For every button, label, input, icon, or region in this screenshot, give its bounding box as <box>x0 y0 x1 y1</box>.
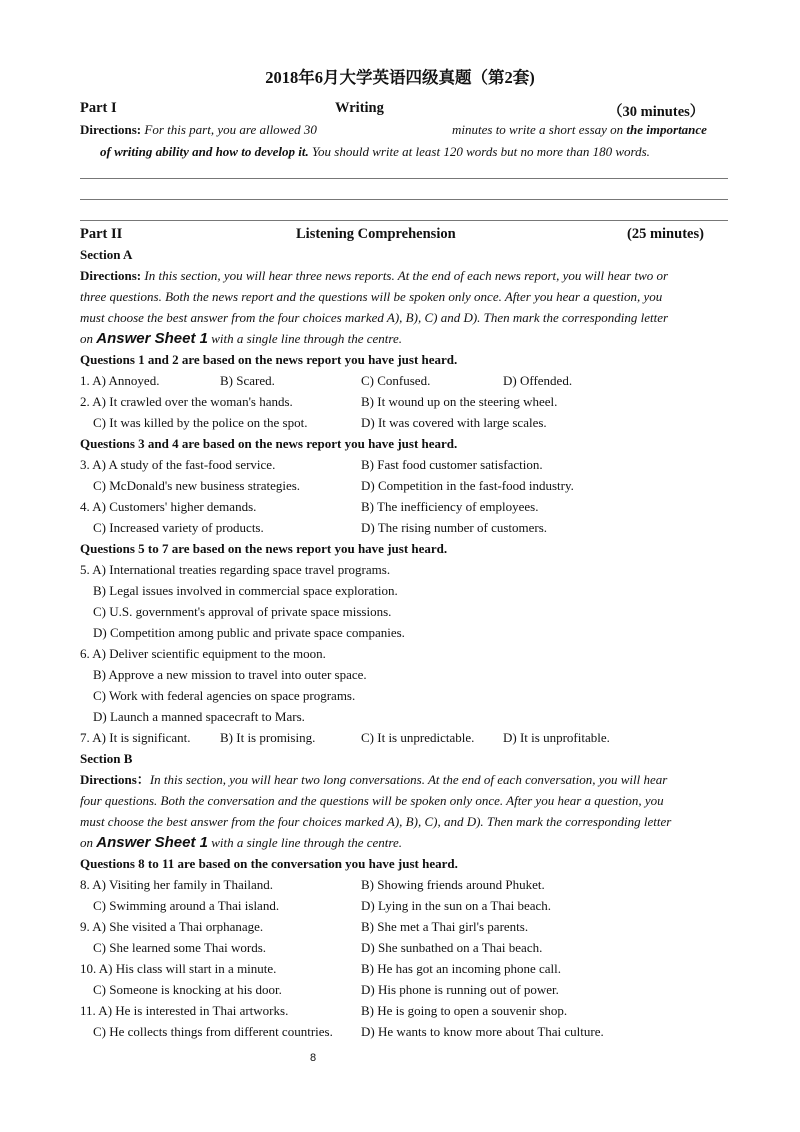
part2-label: Part II <box>80 226 123 242</box>
option-b: B) It wound up on the steering wheel. <box>361 394 558 409</box>
question-6-d: D) Launch a manned spacecraft to Mars. <box>93 709 305 724</box>
section-b-label: Section B <box>80 751 133 766</box>
question-group-heading: Questions 1 and 2 are based on the news report you have just heard. <box>80 352 458 367</box>
page-number: 8 <box>309 1052 317 1064</box>
part1-time: （30 minutes） <box>608 104 705 120</box>
part2-name: Listening Comprehension <box>296 226 456 242</box>
option-a: 7. A) It is significant. <box>80 730 191 745</box>
question-5-a: 5. A) International treaties regarding space travel programs. <box>80 562 391 577</box>
option-c: C) Someone is knocking at his door. <box>93 982 282 997</box>
part1-label: Part I <box>80 100 117 116</box>
option-c: C) It is unpredictable. <box>361 730 475 745</box>
directions-text: with a single line through the centre. <box>211 835 402 850</box>
option-b: B) Showing friends around Phuket. <box>361 877 545 892</box>
directions-text: on <box>80 835 93 850</box>
directions-text: on <box>80 331 93 346</box>
directions-label: Directions: <box>80 268 142 283</box>
option-c: C) He collects things from different countries. <box>93 1024 333 1039</box>
writing-line-1 <box>80 178 728 179</box>
section-a-directions-1 <box>80 265 730 286</box>
option-d: D) It was covered with large scales. <box>361 415 547 430</box>
question-6-c: C) Work with federal agencies on space programs. <box>93 688 356 703</box>
directions-topic-a: the importance <box>626 122 707 137</box>
answer-sheet-label: Answer Sheet 1 <box>96 834 208 851</box>
option-d: D) Lying in the sun on a Thai beach. <box>361 898 552 913</box>
section-a-directions-2: three questions. Both the news report and the questions will be spoken only once. After you hear a question, you <box>80 289 663 304</box>
directions-text: In this section, you will hear three news reports. At the end of each news report, you will hear two or <box>144 268 669 283</box>
option-a: 3. A) A study of the fast-food service. <box>80 457 276 472</box>
question-6-b: B) Approve a new mission to travel into outer space. <box>93 667 367 682</box>
page-title: 2018年6月大学英语四级真题（第2套) <box>265 68 535 87</box>
section-a-directions-4 <box>80 328 730 349</box>
option-b: B) He has got an incoming phone call. <box>361 961 562 976</box>
writing-line-3 <box>80 220 728 221</box>
option-c: C) McDonald's new business strategies. <box>93 478 301 493</box>
option-c: C) Swimming around a Thai island. <box>93 898 280 913</box>
directions-label: Directions： <box>80 772 150 787</box>
option-d: D) The rising number of customers. <box>361 520 548 535</box>
option-a: 4. A) Customers' higher demands. <box>80 499 257 514</box>
question-5-d: D) Competition among public and private space companies. <box>93 625 405 640</box>
part1-name: Writing <box>335 100 384 116</box>
section-a-directions-3: must choose the best answer from the four choices marked A), B), C) and D). Then mark the corresponding letter <box>80 310 669 325</box>
part2-time: (25 minutes) <box>627 226 704 242</box>
option-d: D) His phone is running out of power. <box>361 982 559 997</box>
option-d: D) Offended. <box>503 373 573 388</box>
option-a: 9. A) She visited a Thai orphanage. <box>80 919 264 934</box>
option-a: 11. A) He is interested in Thai artworks. <box>80 1003 289 1018</box>
section-b-directions-2: four questions. Both the conversation and the questions will be spoken only once. After you hear a question, you <box>80 793 664 808</box>
question-group-heading: Questions 5 to 7 are based on the news report you have just heard. <box>80 541 448 556</box>
option-d: D) He wants to know more about Thai culture. <box>361 1024 604 1039</box>
part1-directions-line1 <box>80 119 730 140</box>
option-a: 2. A) It crawled over the woman's hands. <box>80 394 293 409</box>
option-b: B) She met a Thai girl's parents. <box>361 919 529 934</box>
option-c: C) Confused. <box>361 373 431 388</box>
option-d: D) She sunbathed on a Thai beach. <box>361 940 543 955</box>
option-b: B) It is promising. <box>220 730 316 745</box>
option-d: D) Competition in the fast-food industry. <box>361 478 574 493</box>
question-6-a: 6. A) Deliver scientific equipment to the moon. <box>80 646 326 661</box>
directions-text-b: minutes to write a short essay on <box>452 122 624 137</box>
option-b: B) Scared. <box>220 373 275 388</box>
option-c: C) Increased variety of products. <box>93 520 264 535</box>
writing-line-2 <box>80 199 728 200</box>
directions-label: Directions: <box>80 122 142 137</box>
section-b-directions-3: must choose the best answer from the four choices marked A), B), C), and D). Then mark the corresponding letter <box>80 814 672 829</box>
option-c: C) She learned some Thai words. <box>93 940 267 955</box>
directions-text: In this section, you will hear two long conversations. At the end of each conversation, you will hear <box>149 772 668 787</box>
question-5-c: C) U.S. government's approval of private space missions. <box>93 604 392 619</box>
section-b-directions-4 <box>80 832 730 853</box>
option-d: D) It is unprofitable. <box>503 730 610 745</box>
option-b: B) The inefficiency of employees. <box>361 499 539 514</box>
directions-text-c: You should write at least 120 words but no more than 180 words. <box>311 144 650 159</box>
part1-directions-line2 <box>100 141 750 162</box>
option-a: 10. A) His class will start in a minute. <box>80 961 277 976</box>
answer-sheet-label: Answer Sheet 1 <box>96 330 208 347</box>
option-a: 1. A) Annoyed. <box>80 373 160 388</box>
question-group-heading: Questions 3 and 4 are based on the news report you have just heard. <box>80 436 458 451</box>
option-a: 8. A) Visiting her family in Thailand. <box>80 877 273 892</box>
option-b: B) He is going to open a souvenir shop. <box>361 1003 568 1018</box>
section-a-label: Section A <box>80 247 133 262</box>
directions-text-a: For this part, you are allowed 30 <box>144 122 317 137</box>
question-group-heading: Questions 8 to 11 are based on the conversation you have just heard. <box>80 856 458 871</box>
directions-text: with a single line through the centre. <box>211 331 402 346</box>
question-5-b: B) Legal issues involved in commercial space exploration. <box>93 583 398 598</box>
section-b-directions-1 <box>80 769 730 790</box>
option-b: B) Fast food customer satisfaction. <box>361 457 543 472</box>
directions-topic-b: of writing ability and how to develop it. <box>100 144 309 159</box>
option-c: C) It was killed by the police on the spot. <box>93 415 308 430</box>
